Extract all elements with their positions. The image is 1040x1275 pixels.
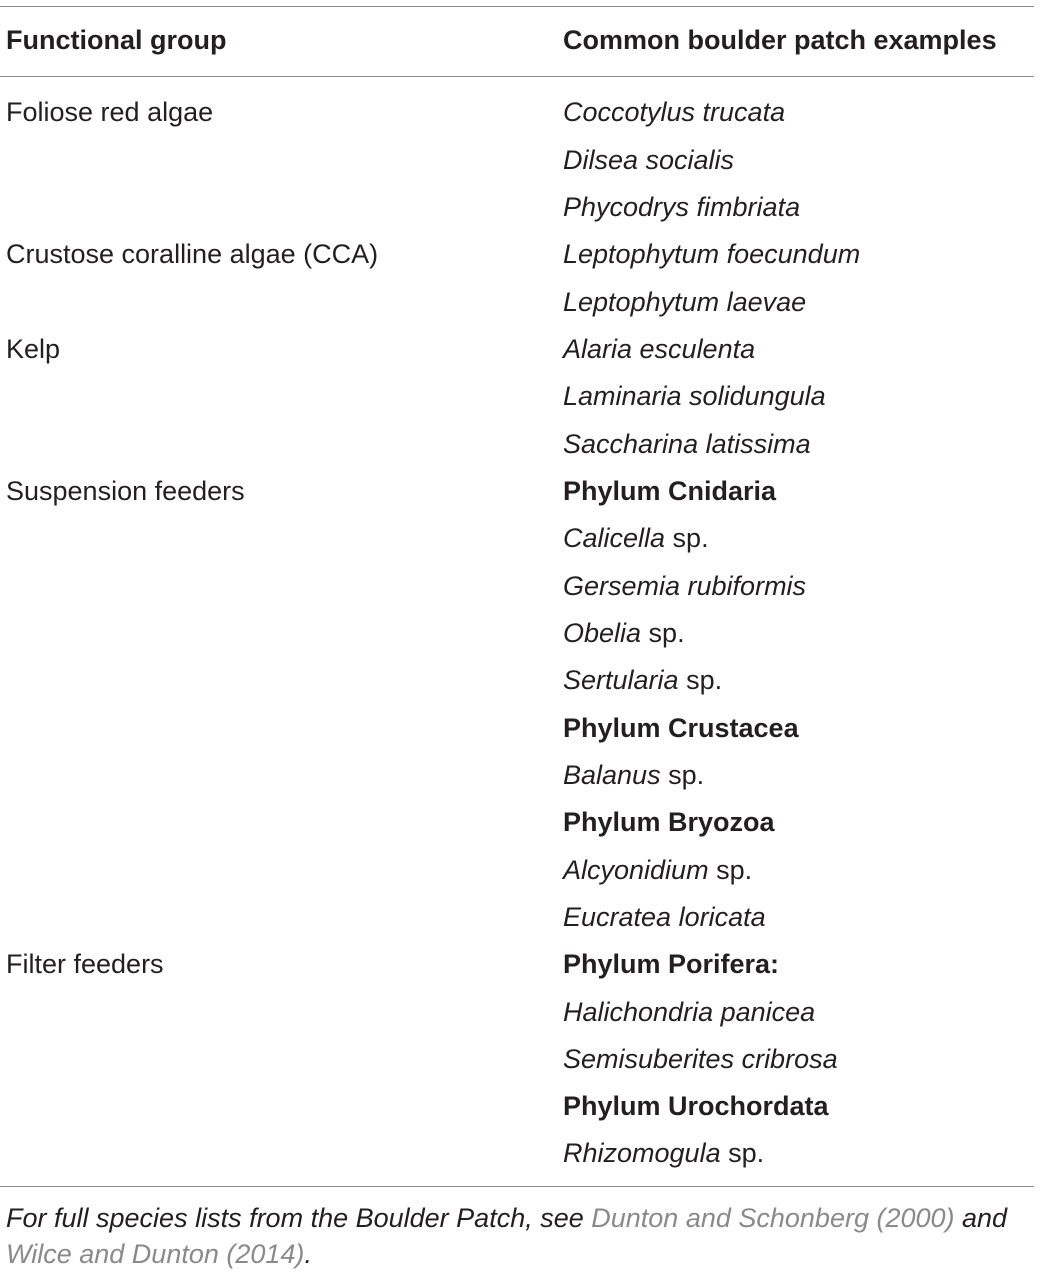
example-cell (563, 1137, 764, 1169)
species-name: Laminaria solidungula (563, 381, 826, 411)
header-examples: Common boulder patch examples (563, 25, 997, 55)
species-name: Semisuberites cribrosa (563, 1044, 838, 1074)
example-cell (563, 96, 785, 128)
species-name: Calicella (563, 523, 666, 553)
example-cell (563, 996, 815, 1028)
species-name: Phycodrys fimbriata (563, 192, 801, 222)
group-cell: Kelp (6, 334, 61, 364)
species-suffix: sp. (678, 665, 723, 695)
group-cell: Foliose red algae (6, 97, 214, 127)
example-cell (563, 759, 704, 791)
species-suffix: sp. (665, 523, 709, 553)
example-cell (563, 901, 766, 933)
phylum-heading: Phylum Porifera: (563, 949, 780, 979)
footnote-mid: and (954, 1203, 1008, 1233)
species-name: Sertularia (563, 665, 679, 695)
table-top-rule (0, 6, 1034, 7)
example-cell (563, 144, 734, 176)
table-bottom-rule (0, 1186, 1034, 1187)
example-cell (563, 191, 800, 223)
species-name: Eucratea loricata (563, 902, 766, 932)
phylum-heading: Phylum Crustacea (563, 713, 799, 743)
header-functional-group: Functional group (6, 25, 227, 55)
species-name: Balanus (563, 760, 661, 790)
footnote-prefix: For full species lists from the Boulder Patch, see (6, 1203, 592, 1233)
species-name: Leptophytum foecundum (563, 239, 861, 269)
example-cell (563, 380, 826, 412)
species-name: Alaria esculenta (563, 334, 756, 364)
species-suffix: sp. (660, 760, 705, 790)
phylum-heading: Phylum Urochordata (563, 1091, 829, 1121)
group-cell: Crustose coralline algae (CCA) (6, 239, 379, 269)
species-name: Rhizomogula (563, 1138, 721, 1168)
phylum-heading: Phylum Cnidaria (563, 476, 777, 506)
example-cell (563, 286, 806, 318)
example-cell (563, 1043, 838, 1075)
table-footnote (6, 1200, 1036, 1272)
species-name: Coccotylus trucata (563, 97, 786, 127)
footnote-suffix: . (304, 1239, 312, 1269)
example-cell (563, 428, 811, 460)
species-name: Alcyonidium (563, 855, 709, 885)
example-cell (563, 522, 709, 554)
species-name: Saccharina latissima (563, 429, 811, 459)
header-rule (0, 76, 1034, 77)
species-suffix: sp. (708, 855, 753, 885)
species-name: Gersemia rubiformis (563, 571, 807, 601)
species-name: Leptophytum laevae (563, 287, 807, 317)
species-name: Obelia (563, 618, 642, 648)
species-name: Halichondria panicea (563, 997, 816, 1027)
species-suffix: sp. (641, 618, 685, 648)
phylum-heading: Phylum Bryozoa (563, 807, 775, 837)
example-cell (563, 238, 860, 270)
reference-link-wilce-dunton[interactable]: Wilce and Dunton (2014) (6, 1239, 305, 1269)
reference-link-dunton-schonberg[interactable]: Dunton and Schonberg (2000) (591, 1203, 955, 1233)
group-cell: Suspension feeders (6, 476, 245, 506)
species-name: Dilsea socialis (563, 145, 735, 175)
example-cell (563, 617, 685, 649)
example-cell (563, 854, 752, 886)
species-suffix: sp. (720, 1138, 765, 1168)
group-cell: Filter feeders (6, 949, 164, 979)
example-cell (563, 333, 755, 365)
example-cell (563, 570, 806, 602)
example-cell (563, 664, 722, 696)
